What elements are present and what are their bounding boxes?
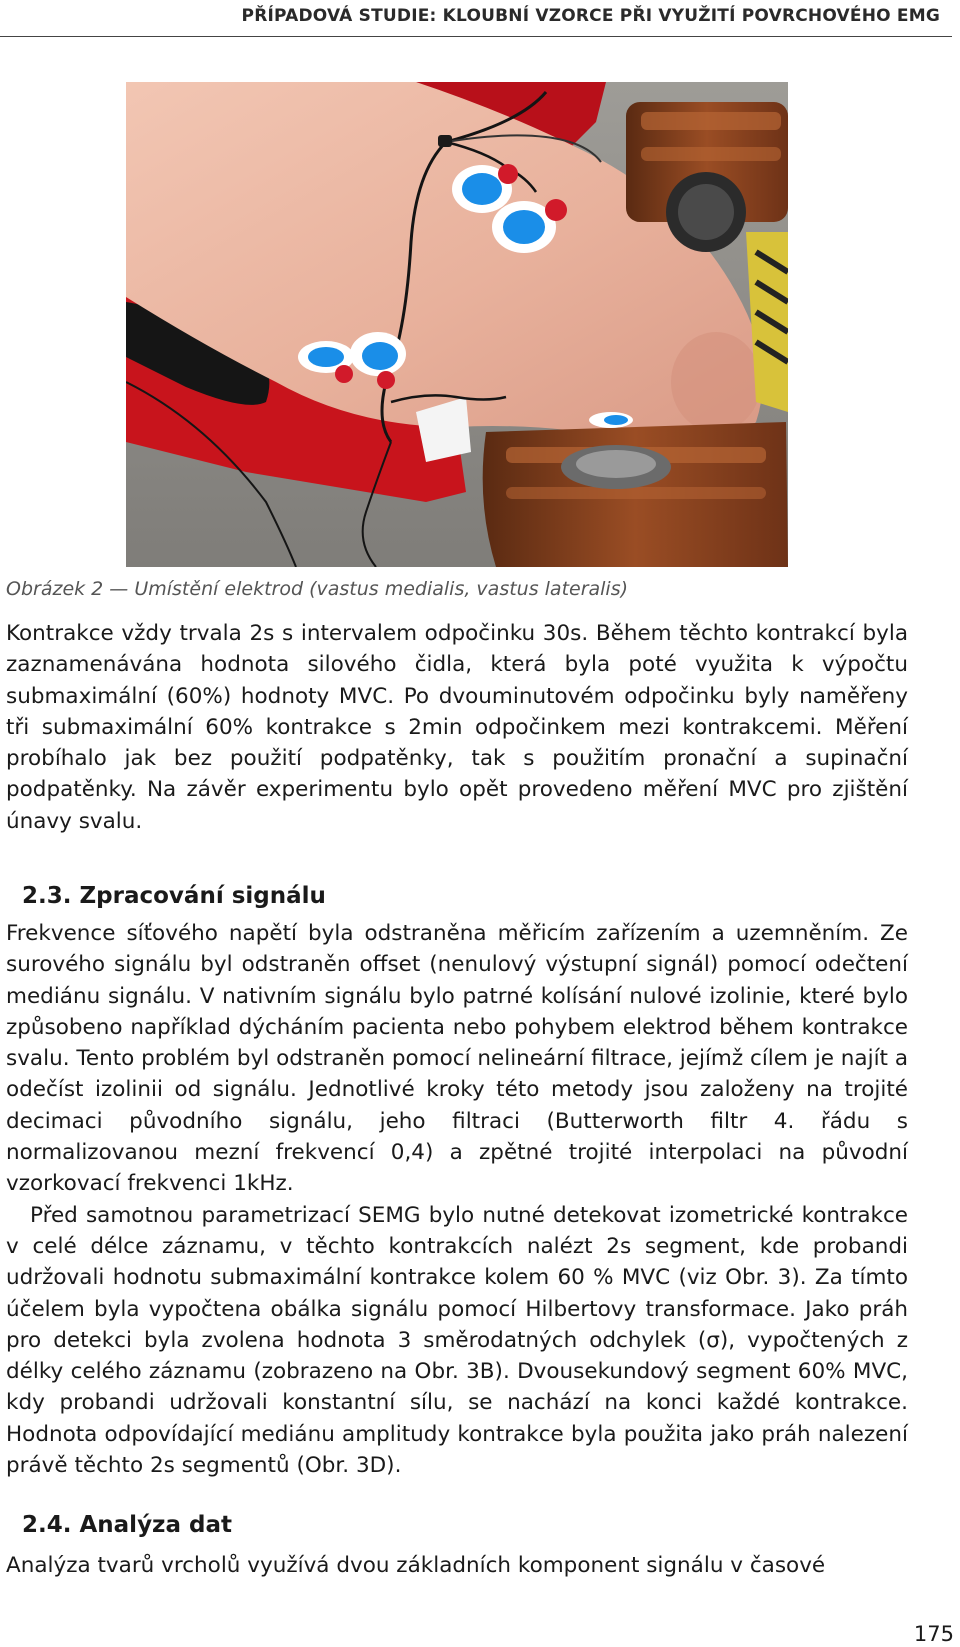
- body-paragraph-3: Před samotnou parametrizací SEMG bylo nutné detekovat izometrické kontrakce v celé délce záznamu, v těchto kontrakcích nalézt 2s segment, kde probandi udržovali hodnotu submaximální kontrakce kolem 60 % MVC (viz Obr. 3). Za tímto účelem byla vypočtena obálka signálu pomocí Hilbertovy transformace. Jako práh pro detekci byla zvolena hodnota 3 směrodatných odchylek (σ), vypočtených z délky celého záznamu (zobrazeno na Obr. 3B). Dvousekundový segment 60% MVC, kdy probandi udržovali konstantní sílu, se nachází na konci každé kontrakce. Hodnota odpovídající mediánu amplitudy kontrakce byla použita jako práh nalezení právě těchto 2s segmentů (Obr. 3D).: [6, 1202, 908, 1479]
- body-paragraph-4: Analýza tvarů vrcholů využívá dvou základních komponent signálu v časové: [6, 1553, 826, 1578]
- figure-caption: Obrázek 2 — Umístění elektrod (vastus medialis, vastus lateralis): [6, 578, 629, 600]
- page-number: 175: [913, 1622, 954, 1646]
- section-heading-2-4: 2.4. Analýza dat: [22, 1512, 232, 1538]
- body-paragraph-4-block: [6, 1550, 908, 1581]
- body-paragraph-2: Frekvence síťového napětí byla odstraněna měřicím zařízením a uzemněním. Ze surového signálu byl odstraněn offset (nenulový výstupní signál) pomocí odečtení mediánu signálu. V nativním signálu bylo patrné kolísání nulové izolinie, které bylo způsobeno například dýcháním pacienta nebo pohybem elektrod během kontrakce svalu. Tento problém byl odstraněn pomocí nelineární filtrace, jejímž cílem je najít a odečíst izolinii od signálu. Jednotlivé kroky této metody jsou založeny na trojité decimaci původního signálu, jeho filtraci (Butterworth filtr 4. řádu s normalizovanou mezní frekvencí 0,4) a zpětné trojité interpolaci na původní vzorkovací frekvenci 1kHz.: [6, 921, 908, 1197]
- running-header: [0, 0, 952, 37]
- body-paragraph-1-block: [6, 618, 908, 837]
- body-paragraph-1: Kontrakce vždy trvala 2s s intervalem odpočinku 30s. Během těchto kontrakcí byla zaznamenávána hodnota silového čidla, která byla poté využita k výpočtu submaximální (60%) hodnoty MVC. Po dvouminutovém odpočinku byly naměřeny tři submaximální 60% kontrakce s 2min odpočinkem mezi kontrakcemi. Měření probíhalo jak bez použití podpatěnky, tak s použitím pronační a supinační podpatěnky. Na závěr experimentu bylo opět provedeno měření MVC pro zjištění únavy svalu.: [6, 621, 908, 834]
- photo-of-thigh-with-emg-electrodes-icon: [126, 82, 788, 567]
- section-heading-2-3: 2.3. Zpracování signálu: [22, 883, 326, 909]
- running-title: PŘÍPADOVÁ STUDIE: KLOUBNÍ VZORCE PŘI VYUŽITÍ POVRCHOVÉHO EMG: [241, 6, 940, 26]
- body-paragraph-2-block: [6, 918, 908, 1481]
- figure-photo: [126, 82, 788, 567]
